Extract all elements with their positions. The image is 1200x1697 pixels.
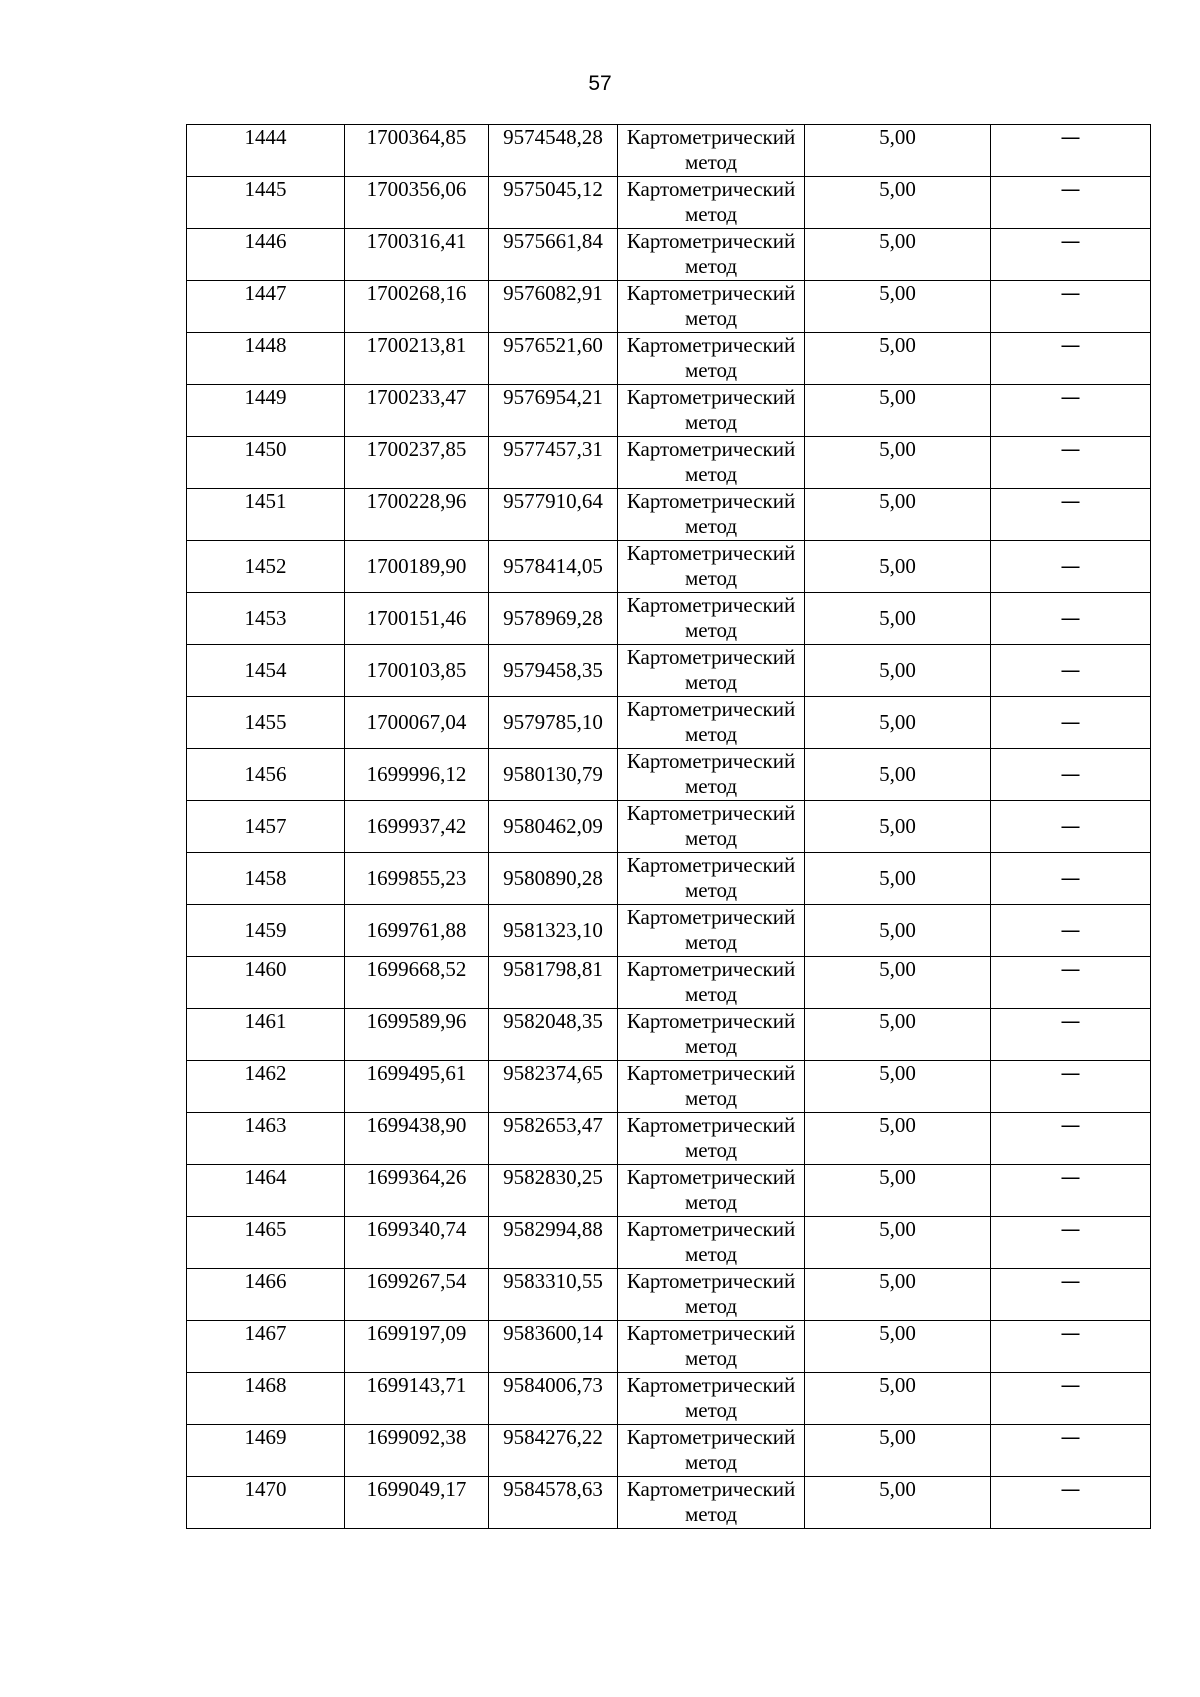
y-coordinate-cell: 9579785,10 <box>489 697 618 749</box>
note-cell: — <box>991 385 1151 437</box>
method-cell: Картометрический метод <box>618 281 805 333</box>
x-coordinate-cell: 1700356,06 <box>345 177 489 229</box>
accuracy-cell: 5,00 <box>805 437 991 489</box>
x-coordinate-cell: 1699668,52 <box>345 957 489 1009</box>
x-coordinate-cell: 1699589,96 <box>345 1009 489 1061</box>
method-cell: Картометрический метод <box>618 229 805 281</box>
accuracy-cell: 5,00 <box>805 1009 991 1061</box>
accuracy-cell: 5,00 <box>805 853 991 905</box>
point-number-cell: 1467 <box>187 1321 345 1373</box>
point-number-cell: 1446 <box>187 229 345 281</box>
point-number-cell: 1469 <box>187 1425 345 1477</box>
table-row <box>187 1165 1151 1217</box>
note-cell: — <box>991 593 1151 645</box>
point-number-cell: 1453 <box>187 593 345 645</box>
method-cell: Картометрический метод <box>618 385 805 437</box>
method-cell: Картометрический метод <box>618 749 805 801</box>
x-coordinate-cell: 1700316,41 <box>345 229 489 281</box>
accuracy-cell: 5,00 <box>805 489 991 541</box>
accuracy-cell: 5,00 <box>805 1165 991 1217</box>
table-row <box>187 125 1151 177</box>
y-coordinate-cell: 9580890,28 <box>489 853 618 905</box>
method-cell: Картометрический метод <box>618 1321 805 1373</box>
point-number-cell: 1457 <box>187 801 345 853</box>
x-coordinate-cell: 1700237,85 <box>345 437 489 489</box>
y-coordinate-cell: 9578969,28 <box>489 593 618 645</box>
point-number-cell: 1452 <box>187 541 345 593</box>
table-row <box>187 333 1151 385</box>
page-number: 57 <box>588 72 612 95</box>
x-coordinate-cell: 1700268,16 <box>345 281 489 333</box>
method-cell: Картометрический метод <box>618 1009 805 1061</box>
accuracy-cell: 5,00 <box>805 749 991 801</box>
x-coordinate-cell: 1700213,81 <box>345 333 489 385</box>
note-cell: — <box>991 905 1151 957</box>
point-number-cell: 1458 <box>187 853 345 905</box>
accuracy-cell: 5,00 <box>805 1425 991 1477</box>
note-cell: — <box>991 541 1151 593</box>
note-cell: — <box>991 1009 1151 1061</box>
method-cell: Картометрический метод <box>618 697 805 749</box>
y-coordinate-cell: 9580462,09 <box>489 801 618 853</box>
point-number-cell: 1460 <box>187 957 345 1009</box>
point-number-cell: 1461 <box>187 1009 345 1061</box>
y-coordinate-cell: 9583310,55 <box>489 1269 618 1321</box>
method-cell: Картометрический метод <box>618 1061 805 1113</box>
point-number-cell: 1449 <box>187 385 345 437</box>
y-coordinate-cell: 9580130,79 <box>489 749 618 801</box>
method-cell: Картометрический метод <box>618 593 805 645</box>
x-coordinate-cell: 1699996,12 <box>345 749 489 801</box>
y-coordinate-cell: 9575661,84 <box>489 229 618 281</box>
table-row <box>187 645 1151 697</box>
y-coordinate-cell: 9581323,10 <box>489 905 618 957</box>
accuracy-cell: 5,00 <box>805 281 991 333</box>
coordinates-table-body <box>187 125 1151 1529</box>
point-number-cell: 1465 <box>187 1217 345 1269</box>
table-row <box>187 1477 1151 1529</box>
y-coordinate-cell: 9578414,05 <box>489 541 618 593</box>
method-cell: Картометрический метод <box>618 905 805 957</box>
method-cell: Картометрический метод <box>618 1113 805 1165</box>
note-cell: — <box>991 645 1151 697</box>
accuracy-cell: 5,00 <box>805 801 991 853</box>
note-cell: — <box>991 1217 1151 1269</box>
accuracy-cell: 5,00 <box>805 957 991 1009</box>
table-row <box>187 1217 1151 1269</box>
table-row <box>187 957 1151 1009</box>
table-row <box>187 1269 1151 1321</box>
accuracy-cell: 5,00 <box>805 697 991 749</box>
y-coordinate-cell: 9576082,91 <box>489 281 618 333</box>
point-number-cell: 1445 <box>187 177 345 229</box>
x-coordinate-cell: 1700103,85 <box>345 645 489 697</box>
point-number-cell: 1455 <box>187 697 345 749</box>
table-row <box>187 541 1151 593</box>
table-row <box>187 853 1151 905</box>
method-cell: Картометрический метод <box>618 645 805 697</box>
accuracy-cell: 5,00 <box>805 541 991 593</box>
accuracy-cell: 5,00 <box>805 229 991 281</box>
y-coordinate-cell: 9576954,21 <box>489 385 618 437</box>
table-row <box>187 1425 1151 1477</box>
point-number-cell: 1448 <box>187 333 345 385</box>
y-coordinate-cell: 9582374,65 <box>489 1061 618 1113</box>
note-cell: — <box>991 229 1151 281</box>
y-coordinate-cell: 9577910,64 <box>489 489 618 541</box>
table-row <box>187 801 1151 853</box>
note-cell: — <box>991 1113 1151 1165</box>
coordinates-table <box>186 124 1151 1529</box>
table-row <box>187 1061 1151 1113</box>
note-cell: — <box>991 1269 1151 1321</box>
note-cell: — <box>991 1477 1151 1529</box>
y-coordinate-cell: 9582048,35 <box>489 1009 618 1061</box>
point-number-cell: 1462 <box>187 1061 345 1113</box>
note-cell: — <box>991 1165 1151 1217</box>
x-coordinate-cell: 1700189,90 <box>345 541 489 593</box>
y-coordinate-cell: 9583600,14 <box>489 1321 618 1373</box>
point-number-cell: 1470 <box>187 1477 345 1529</box>
accuracy-cell: 5,00 <box>805 333 991 385</box>
note-cell: — <box>991 333 1151 385</box>
note-cell: — <box>991 1321 1151 1373</box>
note-cell: — <box>991 957 1151 1009</box>
method-cell: Картометрический метод <box>618 1477 805 1529</box>
x-coordinate-cell: 1700233,47 <box>345 385 489 437</box>
y-coordinate-cell: 9574548,28 <box>489 125 618 177</box>
point-number-cell: 1464 <box>187 1165 345 1217</box>
table-row <box>187 749 1151 801</box>
x-coordinate-cell: 1700228,96 <box>345 489 489 541</box>
table-row <box>187 437 1151 489</box>
table-row <box>187 1321 1151 1373</box>
method-cell: Картометрический метод <box>618 437 805 489</box>
point-number-cell: 1454 <box>187 645 345 697</box>
x-coordinate-cell: 1699761,88 <box>345 905 489 957</box>
y-coordinate-cell: 9584578,63 <box>489 1477 618 1529</box>
table-row <box>187 489 1151 541</box>
accuracy-cell: 5,00 <box>805 1217 991 1269</box>
point-number-cell: 1451 <box>187 489 345 541</box>
note-cell: — <box>991 853 1151 905</box>
note-cell: — <box>991 801 1151 853</box>
table-row <box>187 697 1151 749</box>
accuracy-cell: 5,00 <box>805 125 991 177</box>
point-number-cell: 1450 <box>187 437 345 489</box>
point-number-cell: 1466 <box>187 1269 345 1321</box>
point-number-cell: 1456 <box>187 749 345 801</box>
point-number-cell: 1468 <box>187 1373 345 1425</box>
note-cell: — <box>991 489 1151 541</box>
method-cell: Картометрический метод <box>618 1165 805 1217</box>
accuracy-cell: 5,00 <box>805 1269 991 1321</box>
y-coordinate-cell: 9582653,47 <box>489 1113 618 1165</box>
note-cell: — <box>991 1425 1151 1477</box>
y-coordinate-cell: 9584276,22 <box>489 1425 618 1477</box>
x-coordinate-cell: 1699267,54 <box>345 1269 489 1321</box>
x-coordinate-cell: 1699340,74 <box>345 1217 489 1269</box>
y-coordinate-cell: 9582994,88 <box>489 1217 618 1269</box>
note-cell: — <box>991 281 1151 333</box>
method-cell: Картометрический метод <box>618 853 805 905</box>
accuracy-cell: 5,00 <box>805 645 991 697</box>
y-coordinate-cell: 9576521,60 <box>489 333 618 385</box>
point-number-cell: 1447 <box>187 281 345 333</box>
note-cell: — <box>991 697 1151 749</box>
x-coordinate-cell: 1700364,85 <box>345 125 489 177</box>
method-cell: Картометрический метод <box>618 1425 805 1477</box>
table-row <box>187 1113 1151 1165</box>
table-row <box>187 385 1151 437</box>
method-cell: Картометрический метод <box>618 333 805 385</box>
table-row <box>187 1009 1151 1061</box>
x-coordinate-cell: 1699937,42 <box>345 801 489 853</box>
method-cell: Картометрический метод <box>618 1217 805 1269</box>
accuracy-cell: 5,00 <box>805 1113 991 1165</box>
method-cell: Картометрический метод <box>618 489 805 541</box>
method-cell: Картометрический метод <box>618 801 805 853</box>
table-row <box>187 229 1151 281</box>
table-row <box>187 281 1151 333</box>
x-coordinate-cell: 1700151,46 <box>345 593 489 645</box>
method-cell: Картометрический метод <box>618 957 805 1009</box>
method-cell: Картометрический метод <box>618 541 805 593</box>
x-coordinate-cell: 1699197,09 <box>345 1321 489 1373</box>
accuracy-cell: 5,00 <box>805 905 991 957</box>
note-cell: — <box>991 1373 1151 1425</box>
point-number-cell: 1444 <box>187 125 345 177</box>
y-coordinate-cell: 9577457,31 <box>489 437 618 489</box>
point-number-cell: 1463 <box>187 1113 345 1165</box>
note-cell: — <box>991 125 1151 177</box>
accuracy-cell: 5,00 <box>805 1061 991 1113</box>
method-cell: Картометрический метод <box>618 1373 805 1425</box>
accuracy-cell: 5,00 <box>805 1477 991 1529</box>
accuracy-cell: 5,00 <box>805 1321 991 1373</box>
method-cell: Картометрический метод <box>618 177 805 229</box>
y-coordinate-cell: 9579458,35 <box>489 645 618 697</box>
accuracy-cell: 5,00 <box>805 177 991 229</box>
note-cell: — <box>991 749 1151 801</box>
table-row <box>187 1373 1151 1425</box>
y-coordinate-cell: 9581798,81 <box>489 957 618 1009</box>
x-coordinate-cell: 1699495,61 <box>345 1061 489 1113</box>
note-cell: — <box>991 437 1151 489</box>
x-coordinate-cell: 1699364,26 <box>345 1165 489 1217</box>
table-row <box>187 593 1151 645</box>
x-coordinate-cell: 1699092,38 <box>345 1425 489 1477</box>
note-cell: — <box>991 1061 1151 1113</box>
x-coordinate-cell: 1699143,71 <box>345 1373 489 1425</box>
x-coordinate-cell: 1700067,04 <box>345 697 489 749</box>
x-coordinate-cell: 1699049,17 <box>345 1477 489 1529</box>
point-number-cell: 1459 <box>187 905 345 957</box>
accuracy-cell: 5,00 <box>805 593 991 645</box>
y-coordinate-cell: 9575045,12 <box>489 177 618 229</box>
accuracy-cell: 5,00 <box>805 1373 991 1425</box>
note-cell: — <box>991 177 1151 229</box>
x-coordinate-cell: 1699855,23 <box>345 853 489 905</box>
table-row <box>187 905 1151 957</box>
y-coordinate-cell: 9582830,25 <box>489 1165 618 1217</box>
method-cell: Картометрический метод <box>618 1269 805 1321</box>
x-coordinate-cell: 1699438,90 <box>345 1113 489 1165</box>
accuracy-cell: 5,00 <box>805 385 991 437</box>
method-cell: Картометрический метод <box>618 125 805 177</box>
y-coordinate-cell: 9584006,73 <box>489 1373 618 1425</box>
table-row <box>187 177 1151 229</box>
